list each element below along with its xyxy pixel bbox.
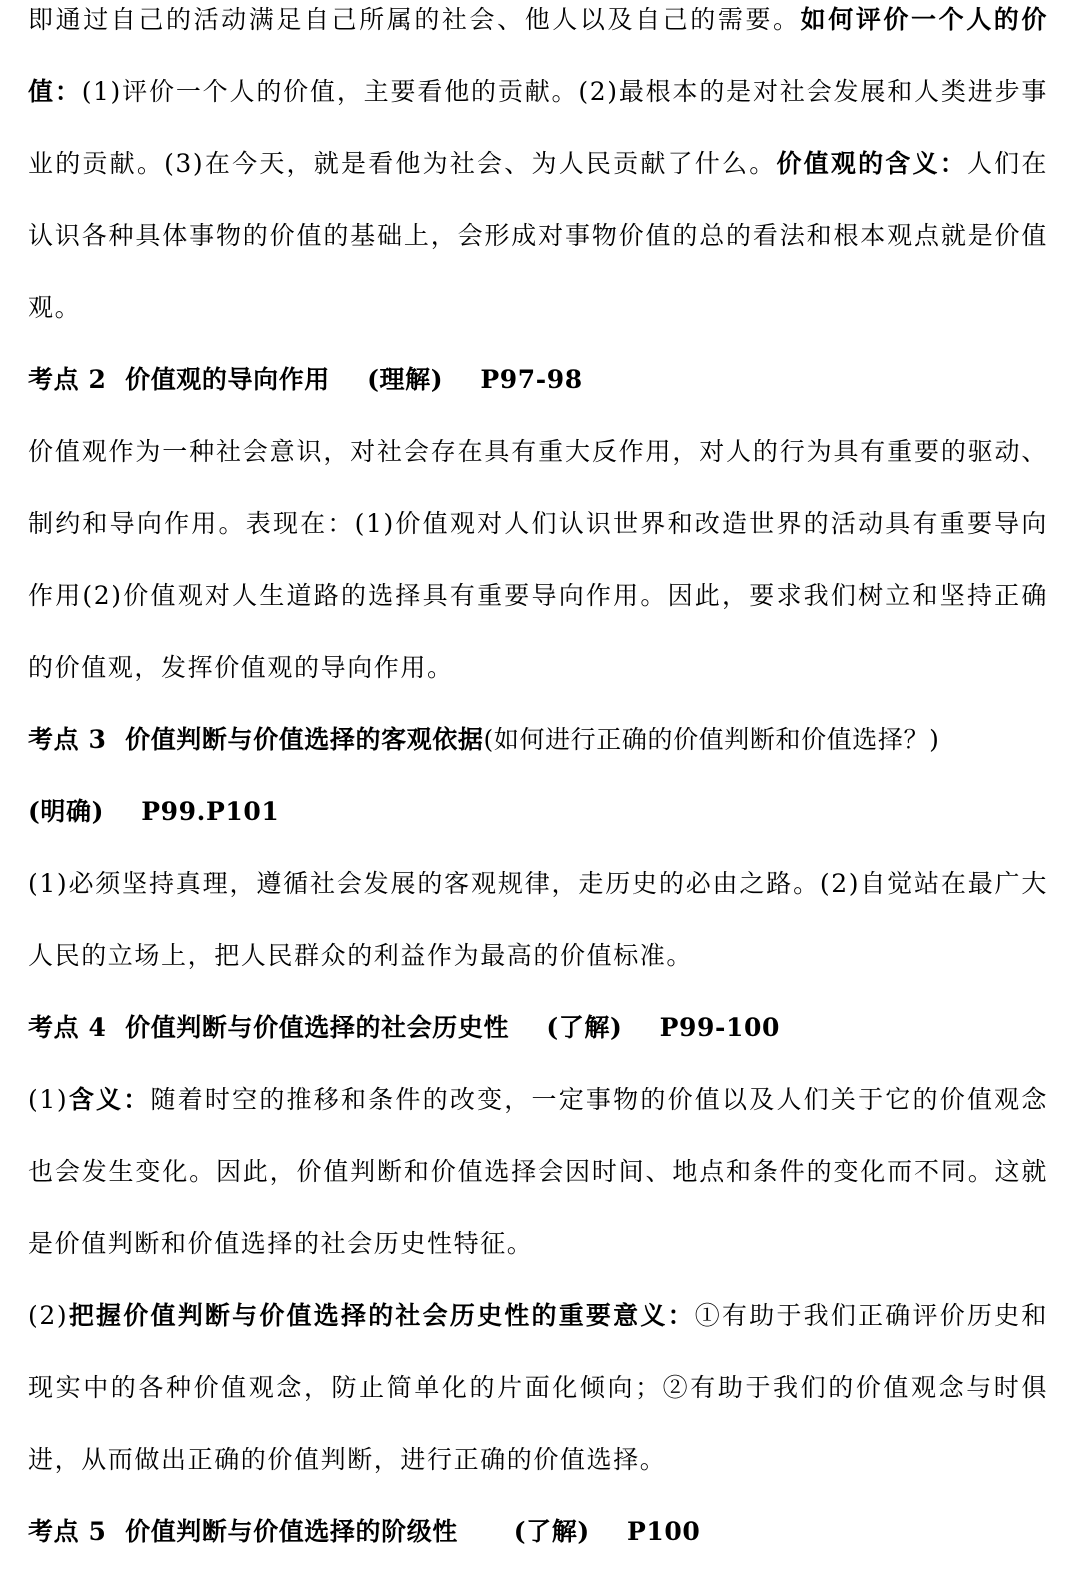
bold-term: 含义： xyxy=(68,1085,151,1114)
kaodian-2-heading xyxy=(28,344,1048,416)
bold-term: 价值观的含义： xyxy=(776,149,967,178)
value-paragraph xyxy=(28,0,1048,344)
text-run: (1)评价一个人的价值，主要看他的贡献。(2)最根本的是对社会发展和人类进步事业的贡献。(3)在今天，就是看他为社会、为人民贡献了什么。 xyxy=(28,77,1049,178)
heading-text: 考点 2 价值观的导向作用 (理解) P97-98 xyxy=(28,365,583,394)
text-run: 即通过自己的活动满足自己所属的社会、他人以及自己的需要。 xyxy=(28,5,801,34)
heading-text: 考点 5 价值判断与价值选择的阶级性 (了解) P100 xyxy=(28,1517,701,1546)
text-run: ①有助于我们正确评价历史和现实中的各种价值观念，防止简单化的片面化倾向；②有助于我们的价值观念与时俱进，从而做出正确的价值判断，进行正确的价值选择。 xyxy=(28,1301,1048,1474)
kaodian-3-paragraph xyxy=(28,848,1048,992)
text-run: (2) xyxy=(28,1301,69,1330)
heading-note: (如何进行正确的价值判断和价值选择？) xyxy=(483,725,940,754)
bold-term: 把握价值判断与价值选择的社会历史性的重要意义： xyxy=(68,1301,695,1330)
text-run: 人们在认识各种具体事物的价值的基础上，会形成对事物价值的总的看法和根本观点就是价值观。 xyxy=(28,149,1048,322)
kaodian-2-paragraph xyxy=(28,416,1048,704)
text-run: (1) xyxy=(28,1085,69,1114)
heading-text: (明确) P99.P101 xyxy=(28,797,280,826)
heading-text: 考点 3 价值判断与价值选择的客观依据 xyxy=(28,725,484,754)
text-run: 价值观作为一种社会意识，对社会存在具有重大反作用，对人的行为具有重要的驱动、制约和导向作用。表现在：(1)价值观对人们认识世界和改造世界的活动具有重要导向作用(2)价值观对人生道路的选择具有重要导向作用。因此，要求我们树立和坚持正确的价值观，发挥价值观的导向作用。 xyxy=(28,437,1048,682)
kaodian-4-heading xyxy=(28,992,1048,1064)
text-run: (1)必须坚持真理，遵循社会发展的客观规律，走历史的必由之路。(2)自觉站在最广大人民的立场上，把人民群众的利益作为最高的价值标准。 xyxy=(28,869,1048,970)
kaodian-5-heading xyxy=(28,1496,1048,1568)
document-page xyxy=(28,0,1048,1568)
text-run: 随着时空的推移和条件的改变，一定事物的价值以及人们关于它的价值观念也会发生变化。因此，价值判断和价值选择会因时间、地点和条件的变化而不同。这就是价值判断和价值选择的社会历史性特征。 xyxy=(28,1085,1048,1258)
bold-term: 如何评价一个人的价值： xyxy=(28,5,1048,106)
kaodian-4-paragraph-1 xyxy=(28,1064,1048,1280)
kaodian-3-subheading xyxy=(28,776,1048,848)
kaodian-3-heading xyxy=(28,704,1048,776)
kaodian-4-paragraph-2 xyxy=(28,1280,1048,1496)
heading-text: 考点 4 价值判断与价值选择的社会历史性 (了解) P99-100 xyxy=(28,1013,780,1042)
